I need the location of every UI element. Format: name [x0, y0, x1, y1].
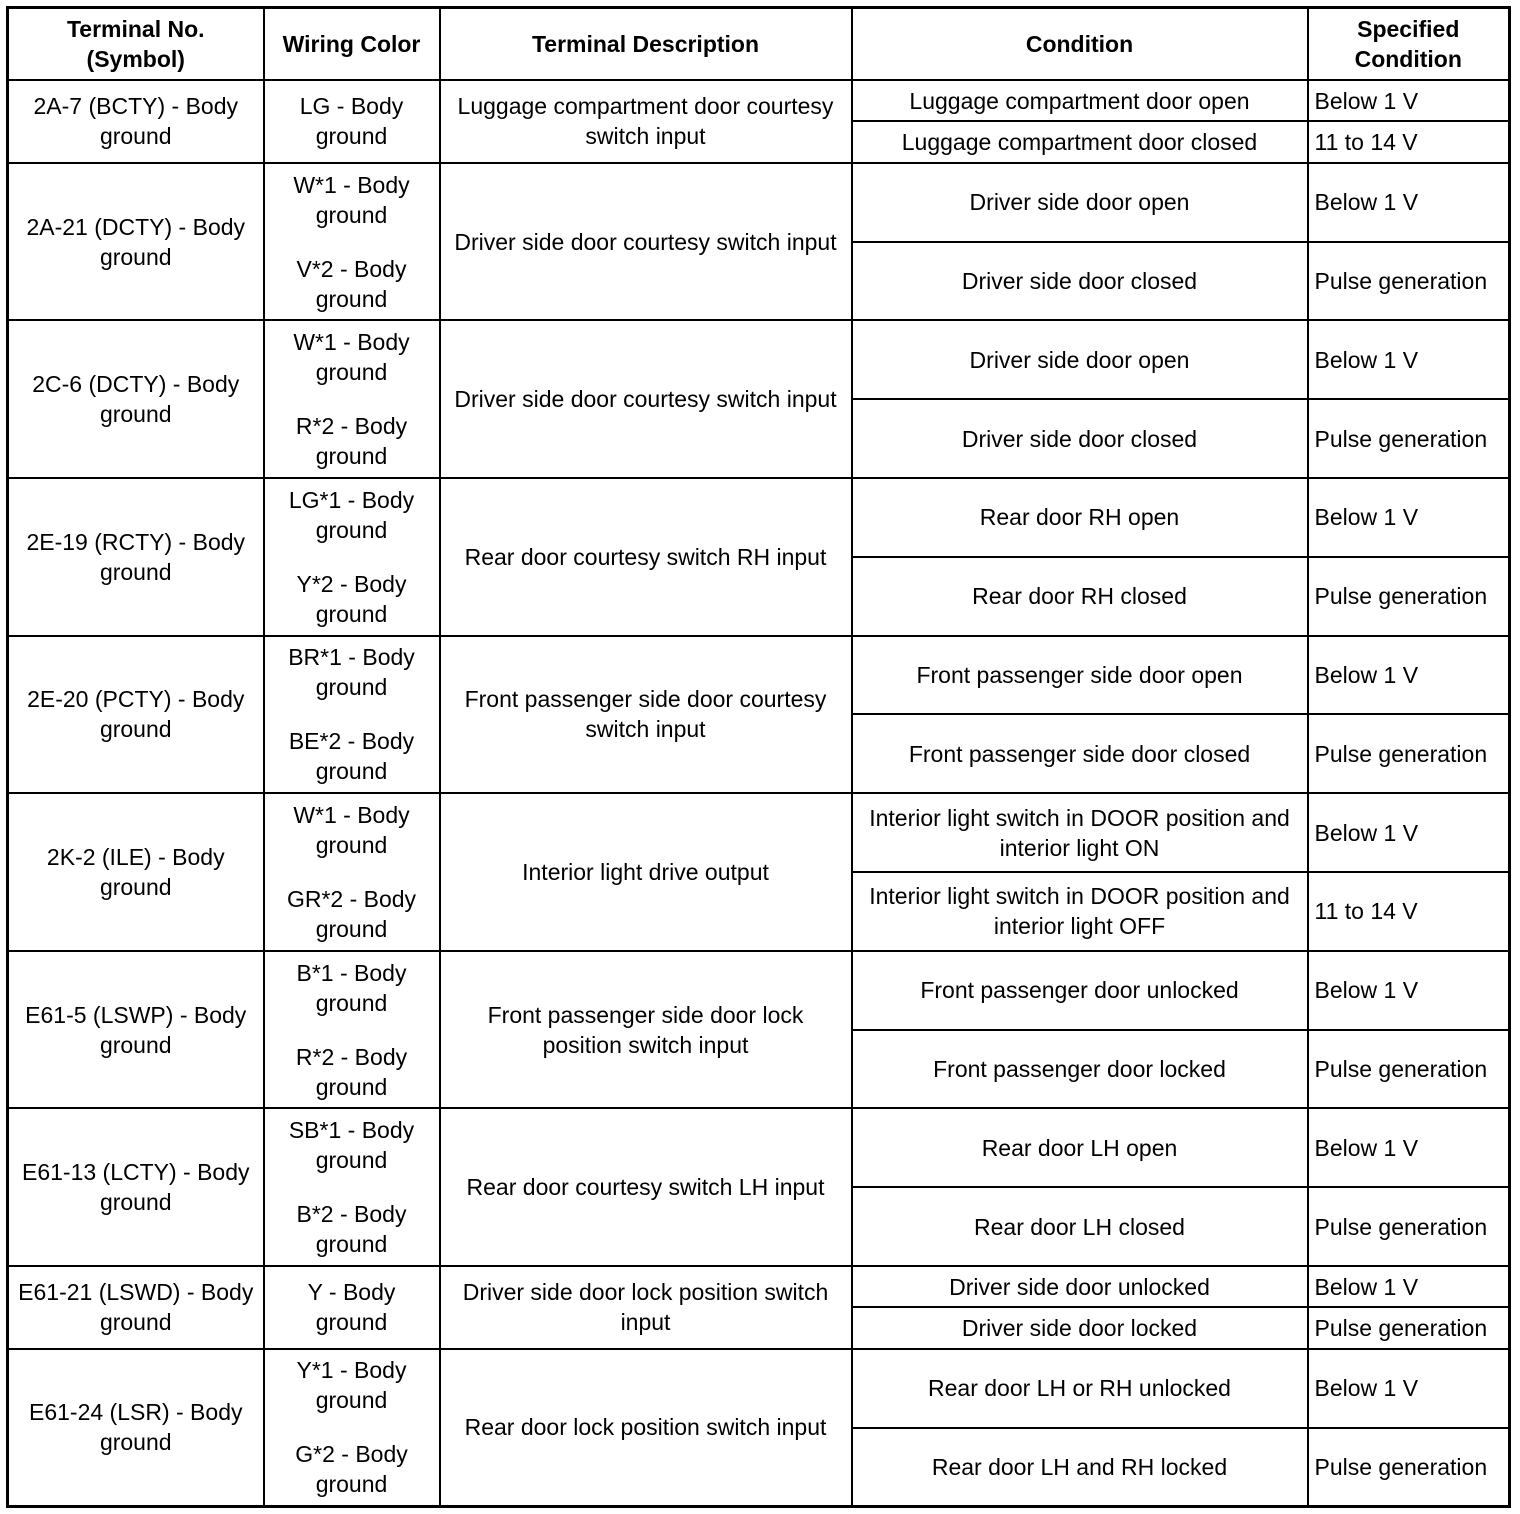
specified-condition-cell: Below 1 V — [1308, 1349, 1510, 1428]
table-row — [8, 1108, 1510, 1187]
table-row — [8, 951, 1510, 1030]
terminal-description-cell: Front passenger side door lock position switch input — [440, 951, 852, 1109]
wiring-color-entry: LG*1 - Body ground — [288, 486, 415, 543]
condition-cell: Driver side door closed — [852, 242, 1308, 321]
wiring-color-cell — [264, 1266, 440, 1349]
wiring-color-cell — [264, 1349, 440, 1507]
condition-cell: Rear door RH closed — [852, 557, 1308, 636]
table-row — [8, 1349, 1510, 1428]
terminal-description-cell: Interior light drive output — [440, 793, 852, 951]
condition-cell: Luggage compartment door closed — [852, 121, 1308, 162]
wiring-color-entry: BE*2 - Body ground — [288, 728, 415, 785]
header-condition: Condition — [852, 8, 1308, 81]
terminal-description-cell: Rear door courtesy switch RH input — [440, 478, 852, 636]
terminal-spec-table — [6, 6, 1511, 1508]
wiring-color-entry: W*1 - Body ground — [293, 801, 410, 858]
specified-condition-cell: 11 to 14 V — [1308, 872, 1510, 951]
terminal-description-cell: Rear door courtesy switch LH input — [440, 1108, 852, 1266]
condition-cell: Luggage compartment door open — [852, 80, 1308, 121]
header-terminal-description: Terminal Description — [440, 8, 852, 81]
wiring-color-cell — [264, 320, 440, 478]
terminal-cell: 2A-7 (BCTY) - Body ground — [8, 80, 264, 163]
specified-condition-cell: Below 1 V — [1308, 1108, 1510, 1187]
wiring-color-entry: SB*1 - Body ground — [288, 1117, 415, 1174]
specified-condition-cell: Below 1 V — [1308, 951, 1510, 1030]
specified-condition-cell: Below 1 V — [1308, 163, 1510, 242]
table-row — [8, 478, 1510, 557]
condition-cell: Front passenger door unlocked — [852, 951, 1308, 1030]
specified-condition-cell: Below 1 V — [1308, 320, 1510, 399]
specified-condition-cell: Below 1 V — [1308, 478, 1510, 557]
table-row — [8, 80, 1510, 121]
wiring-color-cell — [264, 80, 440, 163]
specified-condition-cell: Pulse generation — [1308, 1030, 1510, 1109]
header-terminal: Terminal No. (Symbol) — [8, 8, 264, 81]
terminal-cell: E61-5 (LSWP) - Body ground — [8, 951, 264, 1109]
specified-condition-cell: 11 to 14 V — [1308, 121, 1510, 162]
specified-condition-cell: Below 1 V — [1308, 636, 1510, 715]
wiring-color-entry: B*1 - Body ground — [296, 959, 407, 1016]
header-specified-condition: Specified Condition — [1308, 8, 1510, 81]
wiring-color-entry: BR*1 - Body ground — [288, 644, 415, 701]
wiring-color-entry: GR*2 - Body ground — [286, 885, 417, 942]
specified-condition-cell: Pulse generation — [1308, 1428, 1510, 1507]
condition-cell: Rear door LH and RH locked — [852, 1428, 1308, 1507]
terminal-cell: E61-21 (LSWD) - Body ground — [8, 1266, 264, 1349]
terminal-cell: 2A-21 (DCTY) - Body ground — [8, 163, 264, 321]
terminal-cell: 2K-2 (ILE) - Body ground — [8, 793, 264, 951]
terminal-description-cell: Luggage compartment door courtesy switch input — [440, 80, 852, 163]
wiring-color-entry: LG - Body ground — [299, 93, 404, 150]
condition-cell: Rear door LH open — [852, 1108, 1308, 1187]
table-row — [8, 636, 1510, 715]
condition-cell: Driver side door open — [852, 163, 1308, 242]
terminal-description-cell: Driver side door courtesy switch input — [440, 163, 852, 321]
wiring-color-entry: R*2 - Body ground — [295, 413, 408, 470]
condition-cell: Driver side door closed — [852, 399, 1308, 478]
specified-condition-cell: Pulse generation — [1308, 242, 1510, 321]
specified-condition-cell: Pulse generation — [1308, 557, 1510, 636]
wiring-color-entry: Y*1 - Body ground — [296, 1357, 407, 1414]
condition-cell: Rear door LH closed — [852, 1187, 1308, 1266]
wiring-color-entry: Y - Body ground — [307, 1279, 396, 1336]
wiring-color-cell — [264, 163, 440, 321]
specified-condition-cell: Below 1 V — [1308, 793, 1510, 872]
table-body — [8, 80, 1510, 1507]
table-row — [8, 320, 1510, 399]
condition-cell: Interior light switch in DOOR position and interior light ON — [852, 793, 1308, 872]
wiring-color-entry: B*2 - Body ground — [296, 1201, 407, 1258]
terminal-cell: 2C-6 (DCTY) - Body ground — [8, 320, 264, 478]
table-row — [8, 1266, 1510, 1307]
condition-cell: Front passenger side door closed — [852, 714, 1308, 793]
specified-condition-cell: Pulse generation — [1308, 1307, 1510, 1348]
wiring-color-entry: W*1 - Body ground — [293, 329, 410, 386]
wiring-color-entry: Y*2 - Body ground — [296, 570, 407, 627]
terminal-description-cell: Rear door lock position switch input — [440, 1349, 852, 1507]
wiring-color-cell — [264, 636, 440, 794]
wiring-color-cell — [264, 951, 440, 1109]
condition-cell: Interior light switch in DOOR position and interior light OFF — [852, 872, 1308, 951]
wiring-color-cell — [264, 1108, 440, 1266]
terminal-description-cell: Front passenger side door courtesy switch input — [440, 636, 852, 794]
specified-condition-cell: Pulse generation — [1308, 399, 1510, 478]
wiring-color-entry: V*2 - Body ground — [296, 255, 407, 312]
condition-cell: Driver side door locked — [852, 1307, 1308, 1348]
condition-cell: Front passenger side door open — [852, 636, 1308, 715]
table-row — [8, 793, 1510, 872]
specified-condition-cell: Pulse generation — [1308, 714, 1510, 793]
wiring-color-entry: W*1 - Body ground — [293, 171, 410, 228]
terminal-cell: E61-13 (LCTY) - Body ground — [8, 1108, 264, 1266]
condition-cell: Driver side door open — [852, 320, 1308, 399]
terminal-description-cell: Driver side door courtesy switch input — [440, 320, 852, 478]
condition-cell: Driver side door unlocked — [852, 1266, 1308, 1307]
wiring-color-cell — [264, 478, 440, 636]
table-row — [8, 163, 1510, 242]
specified-condition-cell: Below 1 V — [1308, 80, 1510, 121]
terminal-cell: E61-24 (LSR) - Body ground — [8, 1349, 264, 1507]
wiring-color-entry: G*2 - Body ground — [295, 1441, 408, 1498]
condition-cell: Front passenger door locked — [852, 1030, 1308, 1109]
terminal-description-cell: Driver side door lock position switch input — [440, 1266, 852, 1349]
header-row — [8, 8, 1510, 81]
condition-cell: Rear door LH or RH unlocked — [852, 1349, 1308, 1428]
terminal-cell: 2E-19 (RCTY) - Body ground — [8, 478, 264, 636]
specified-condition-cell: Pulse generation — [1308, 1187, 1510, 1266]
terminal-cell: 2E-20 (PCTY) - Body ground — [8, 636, 264, 794]
header-wiring-color: Wiring Color — [264, 8, 440, 81]
wiring-color-entry: R*2 - Body ground — [295, 1043, 408, 1100]
specified-condition-cell: Below 1 V — [1308, 1266, 1510, 1307]
condition-cell: Rear door RH open — [852, 478, 1308, 557]
wiring-color-cell — [264, 793, 440, 951]
